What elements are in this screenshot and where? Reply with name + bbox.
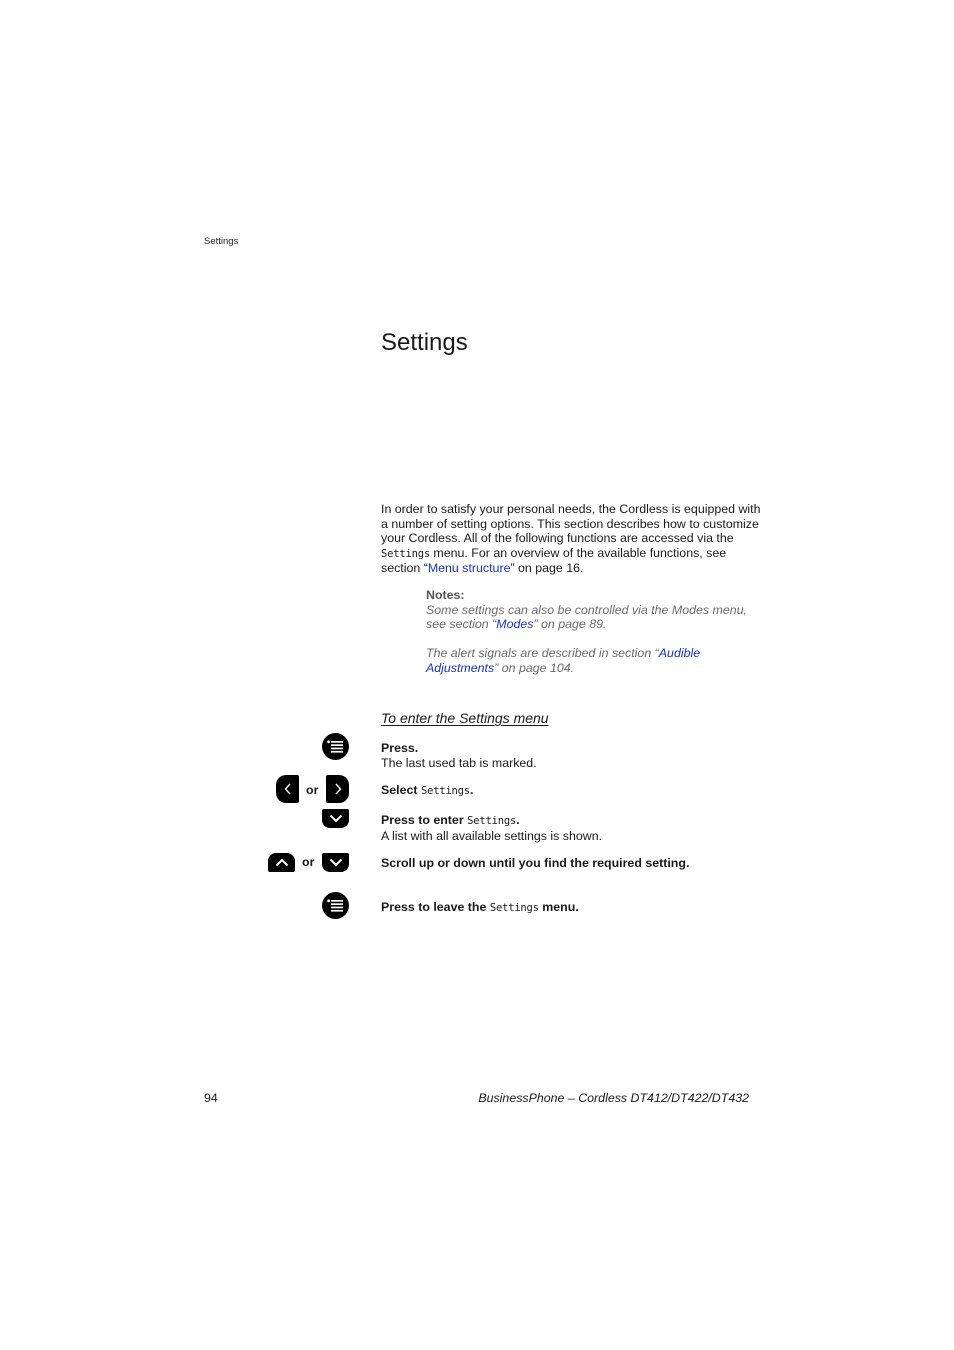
menu-key-icon: [322, 733, 349, 760]
step-3-detail: A list with all available settings is shown.: [381, 828, 603, 843]
menu-structure-link[interactable]: Menu structure: [427, 561, 511, 576]
step-5-instruction: Press to leave the: [381, 900, 490, 914]
intro-text-1: In order to satisfy your personal needs, the Cordless is equipped with a number of setting options. This section describes how to customize your Cordless. All of the following functions are accessed via the: [381, 502, 761, 546]
step-1: [381, 741, 761, 770]
step-4-instruction: Scroll up or down until you find the required setting.: [381, 856, 690, 870]
or-label: or: [302, 855, 315, 869]
notes-box: [426, 588, 761, 676]
or-label: or: [306, 783, 319, 797]
step-3: Press to enter Settings. A list with all available settings is shown.: [381, 813, 761, 843]
page-title: Settings: [381, 329, 468, 356]
step-2-instruction: Select: [381, 783, 421, 797]
notes-title: Notes:: [426, 588, 465, 602]
section-heading: To enter the Settings menu: [381, 710, 549, 726]
step-4: [381, 856, 761, 871]
step-5-menu-name: Settings: [489, 902, 539, 914]
step-5: Press to leave the Settings menu.: [381, 900, 579, 914]
step-3-menu-name: Settings: [467, 815, 517, 827]
intro-text-2: menu. For an overview of the available functions, see section “: [381, 545, 727, 576]
page-number: 94: [204, 1091, 218, 1105]
step-2: Select Settings.: [381, 783, 474, 797]
note-2: The alert signals are described in section “Audible Adjustments” on page 104.: [426, 646, 701, 675]
step-3-instruction: Press to enter: [381, 813, 468, 827]
left-key-icon: [276, 775, 299, 803]
intro-paragraph: [381, 502, 761, 576]
intro-menu-name: Settings: [381, 547, 430, 560]
audible-adjustments-link[interactable]: Audible Adjustments: [426, 646, 701, 675]
running-header: Settings: [204, 236, 239, 247]
down-key-icon: [322, 809, 349, 828]
note-1: Some settings can also be controlled via the Modes menu, see section “Modes” on page 89.: [426, 602, 747, 632]
up-key-icon: [268, 853, 295, 872]
step-1-detail: The last used tab is marked.: [381, 755, 537, 770]
menu-key-icon: [322, 892, 349, 919]
intro-text-3: ” on page 16.: [510, 561, 584, 576]
step-2-menu-name: Settings: [420, 785, 470, 797]
step-1-instruction: Press.: [381, 741, 419, 755]
footer-doc-title: BusinessPhone – Cordless DT412/DT422/DT432: [478, 1091, 749, 1105]
modes-link[interactable]: Modes: [496, 617, 534, 632]
right-key-icon: [326, 775, 349, 803]
down-key-icon: [322, 853, 349, 872]
